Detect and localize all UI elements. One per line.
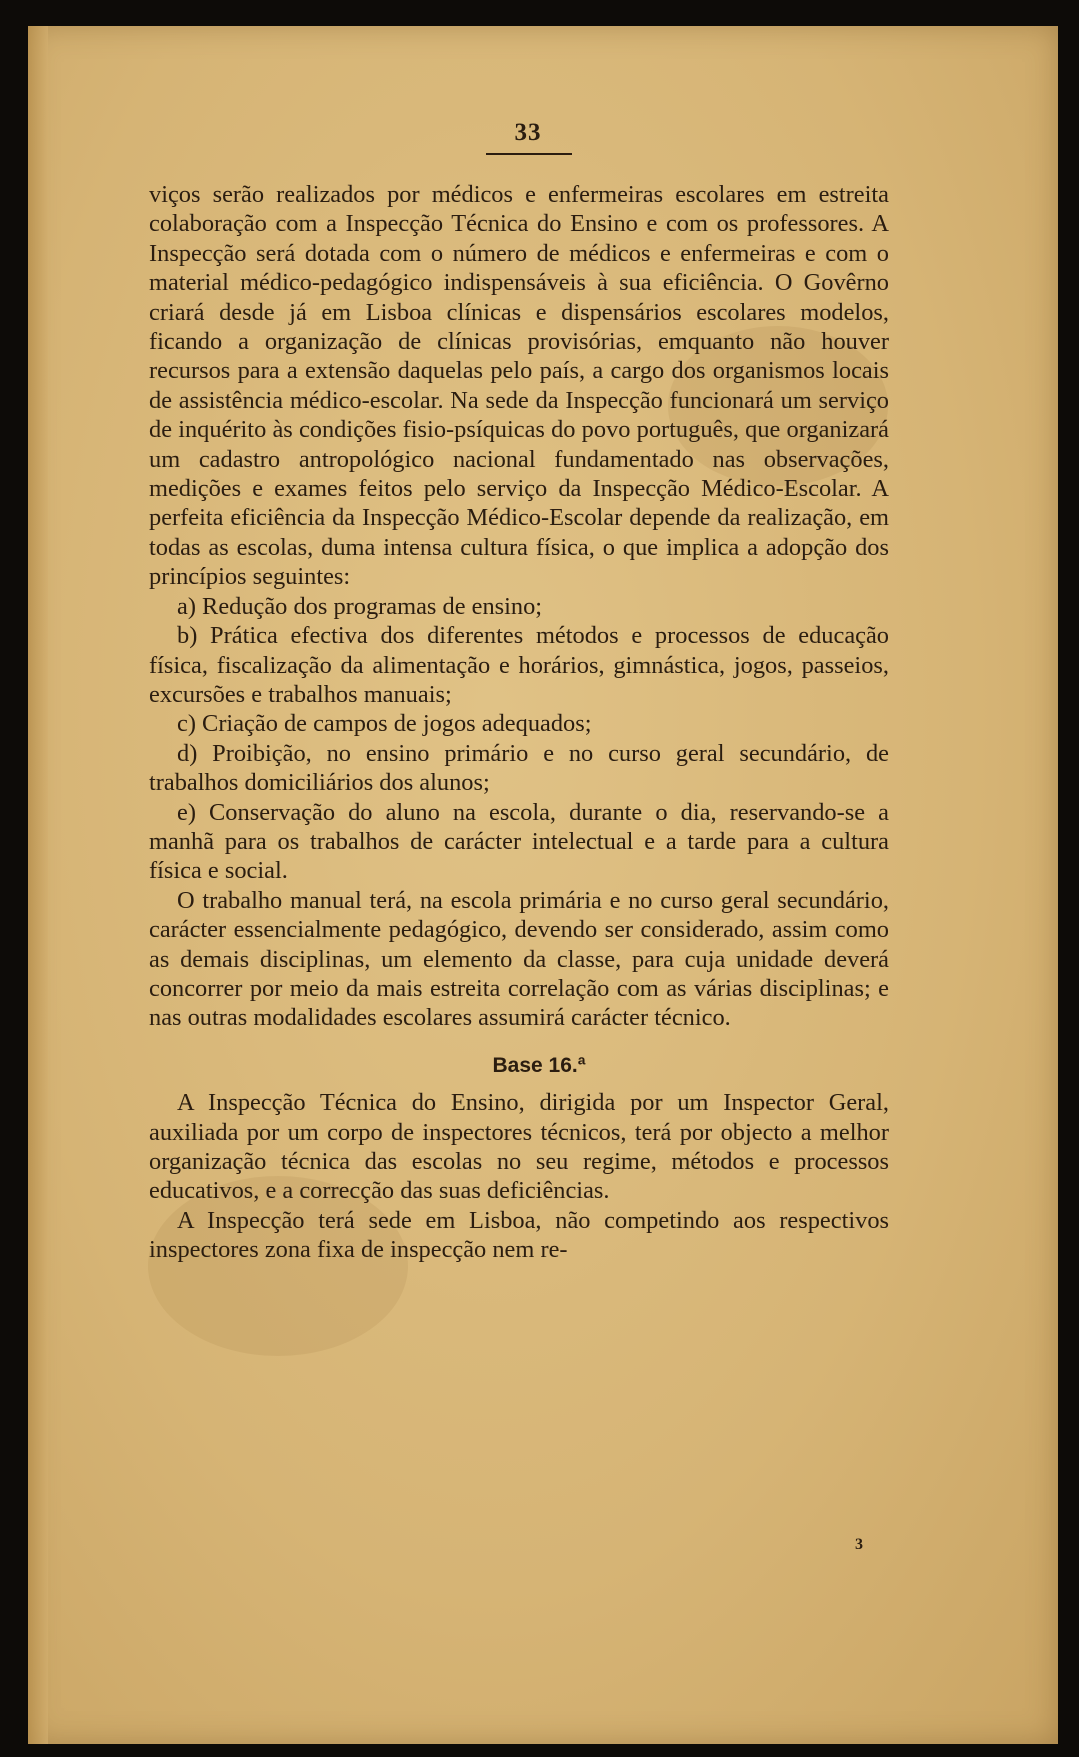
list-item: a) Redução dos programas de ensino;	[177, 592, 543, 620]
book-page	[28, 26, 1058, 1744]
header-rule	[486, 153, 572, 155]
paragraph: A Inspecção Técnica do Ensino, dirigida por um Inspector Geral, auxiliada por um corpo de inspectores técnicos, terá por objecto a melhor organização técnica das escolas no seu regime, métodos e processos educativos, e a correcção das suas deficiências.	[149, 1089, 889, 1205]
page-spine-shadow	[28, 26, 48, 1744]
principles-list	[149, 592, 889, 886]
page-body	[149, 180, 889, 1265]
list-item: e) Conservação do aluno na escola, durante o dia, reservando-se a manhã para os trabalhos de carácter intelectual e a tarde para a cultura física e social.	[149, 798, 889, 885]
list-item: c) Criação de campos de jogos adequados;	[177, 710, 592, 738]
paragraph: viços serão realizados por médicos e enfermeiras escolares em estreita colaboração com a Inspecção Técnica do Ensino e com os professores. A Inspecção será dotada com o número de médicos e enfermeiras e com o material médico-pedagógico indispensáveis à sua eficiência. O Govêrno criará desde já em Lisboa clínicas e dispensários escolares modelos, ficando a organização de clínicas provisórias, emquanto não houver recursos para a extensão daquelas pelo país, a cargo dos organismos locais de assistência médico-escolar. Na sede da Inspecção funcionará um serviço de inquérito às condições fisio-psíquicas do povo português, que organizará um cadastro antropológico nacional fundamentado nas observações, medições e exames feitos pelo serviço da Inspecção Médico-Escolar. A perfeita eficiência da Inspecção Médico-Escolar depende da realização, em todas as escolas, duma intensa cultura física, o que implica a adopção dos princípios seguintes:	[149, 181, 889, 591]
list-item: b) Prática efectiva dos diferentes métodos e processos de educação física, fiscalização da alimentação e horários, gimnástica, jogos, passeios, excursões e trabalhos manuais;	[149, 622, 889, 708]
signature-mark: 3	[855, 1536, 863, 1553]
paragraph: O trabalho manual terá, na escola primária e no curso geral secundário, carácter essencialmente pedagógico, devendo ser considerado, assim como as demais disciplinas, um elemento da classe, para cuja unidade deverá concorrer por meio da mais estreita correlação com as várias disciplinas; e nas outras modalidades escolares assumirá carácter técnico.	[149, 886, 889, 1032]
list-item: d) Proibição, no ensino primário e no curso geral secundário, de trabalhos domiciliários dos alunos;	[149, 739, 889, 797]
paragraph: A Inspecção terá sede em Lisboa, não competindo aos respectivos inspectores zona fixa de inspecção nem re-	[149, 1206, 889, 1264]
page-number: 33	[514, 119, 542, 146]
section-heading: Base 16.ª	[492, 1053, 586, 1077]
